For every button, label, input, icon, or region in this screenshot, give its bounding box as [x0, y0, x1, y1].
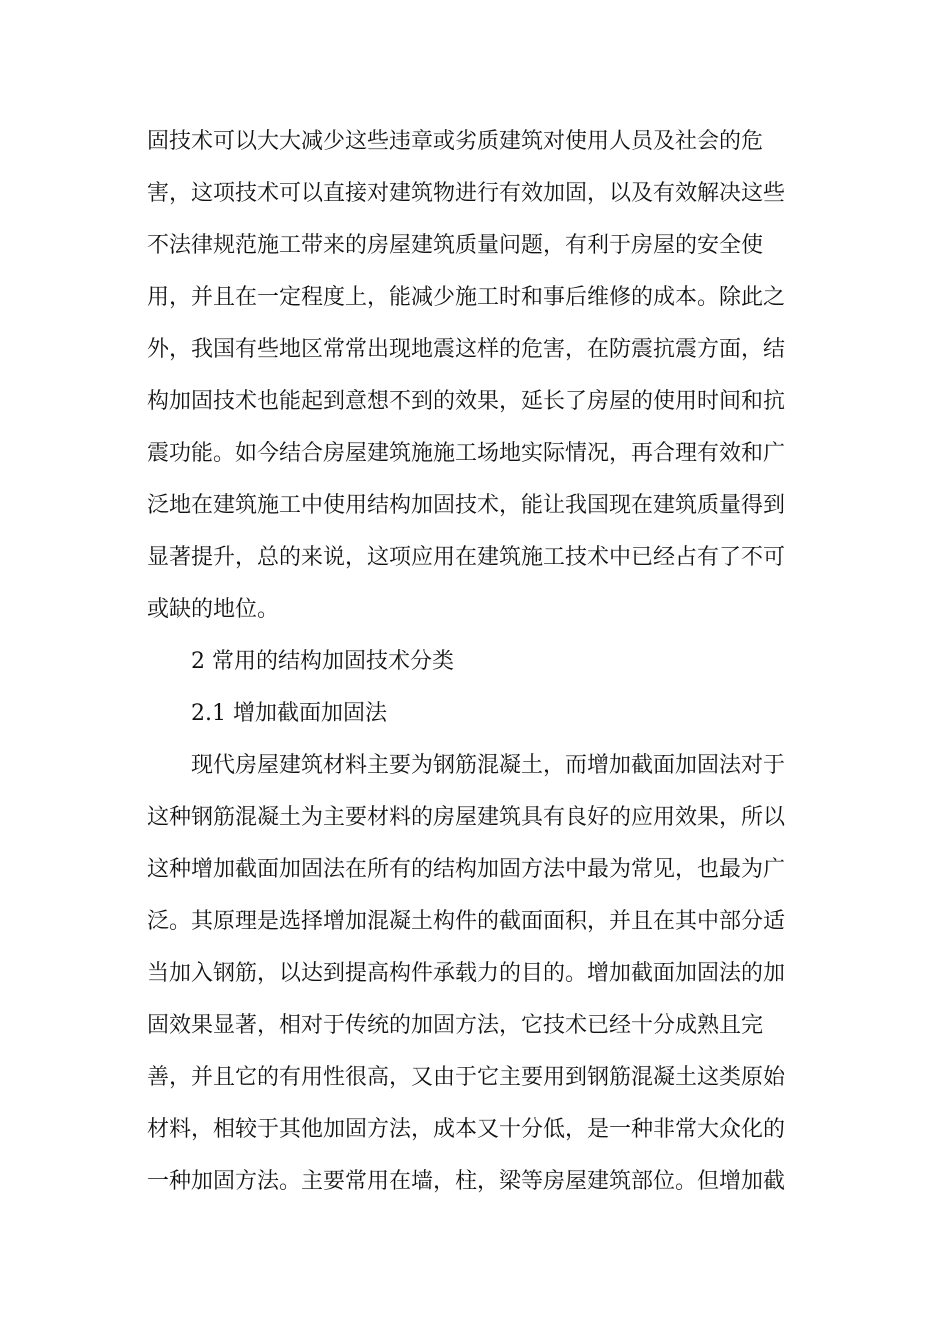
text-line: 外，我国有些地区常常出现地震这样的危害，在防震抗震方面，结 — [147, 337, 786, 362]
text-line: 泛地在建筑施工中使用结构加固技术，能让我国现在建筑质量得到 — [147, 493, 786, 518]
paragraph-continuation — [147, 116, 807, 636]
text-line: 现代房屋建筑材料主要为钢筋混凝土，而增加截面加固法对于 — [191, 753, 786, 778]
body-text — [147, 116, 807, 1208]
text-line: 泛。其原理是选择增加混凝土构件的截面面积，并且在其中部分适 — [147, 909, 786, 934]
paragraph-increase-section — [147, 740, 807, 1208]
text-line: 这种增加截面加固法在所有的结构加固方法中最为常见，也最为广 — [147, 857, 786, 882]
text-line: 或缺的地位。 — [147, 597, 280, 622]
text-line: 显著提升，总的来说，这项应用在建筑施工技术中已经占有了不可 — [147, 545, 786, 570]
text-line: 用，并且在一定程度上，能减少施工时和事后维修的成本。除此之 — [147, 285, 786, 310]
subsection-heading: 2.1 增加截面加固法 — [191, 701, 387, 726]
text-line: 害，这项技术可以直接对建筑物进行有效加固，以及有效解决这些 — [147, 181, 786, 206]
text-line: 震功能。如今结合房屋建筑施施工场地实际情况，再合理有效和广 — [147, 441, 786, 466]
text-line: 固技术可以大大减少这些违章或劣质建筑对使用人员及社会的危 — [147, 129, 764, 154]
section-heading: 2 常用的结构加固技术分类 — [191, 649, 454, 674]
text-line: 构加固技术也能起到意想不到的效果，延长了房屋的使用时间和抗 — [147, 389, 786, 414]
text-line: 这种钢筋混凝土为主要材料的房屋建筑具有良好的应用效果，所以 — [147, 805, 786, 830]
text-line: 当加入钢筋，以达到提高构件承载力的目的。增加截面加固法的加 — [147, 961, 786, 986]
text-line: 一种加固方法。主要常用在墙，柱，梁等房屋建筑部位。但增加截 — [147, 1169, 786, 1194]
text-line: 材料，相较于其他加固方法，成本又十分低，是一种非常大众化的 — [147, 1117, 786, 1142]
text-line: 善，并且它的有用性很高，又由于它主要用到钢筋混凝土这类原始 — [147, 1065, 786, 1090]
text-line: 不法律规范施工带来的房屋建筑质量问题，有利于房屋的安全使 — [147, 233, 764, 258]
text-line: 固效果显著，相对于传统的加固方法，它技术已经十分成熟且完 — [147, 1013, 764, 1038]
